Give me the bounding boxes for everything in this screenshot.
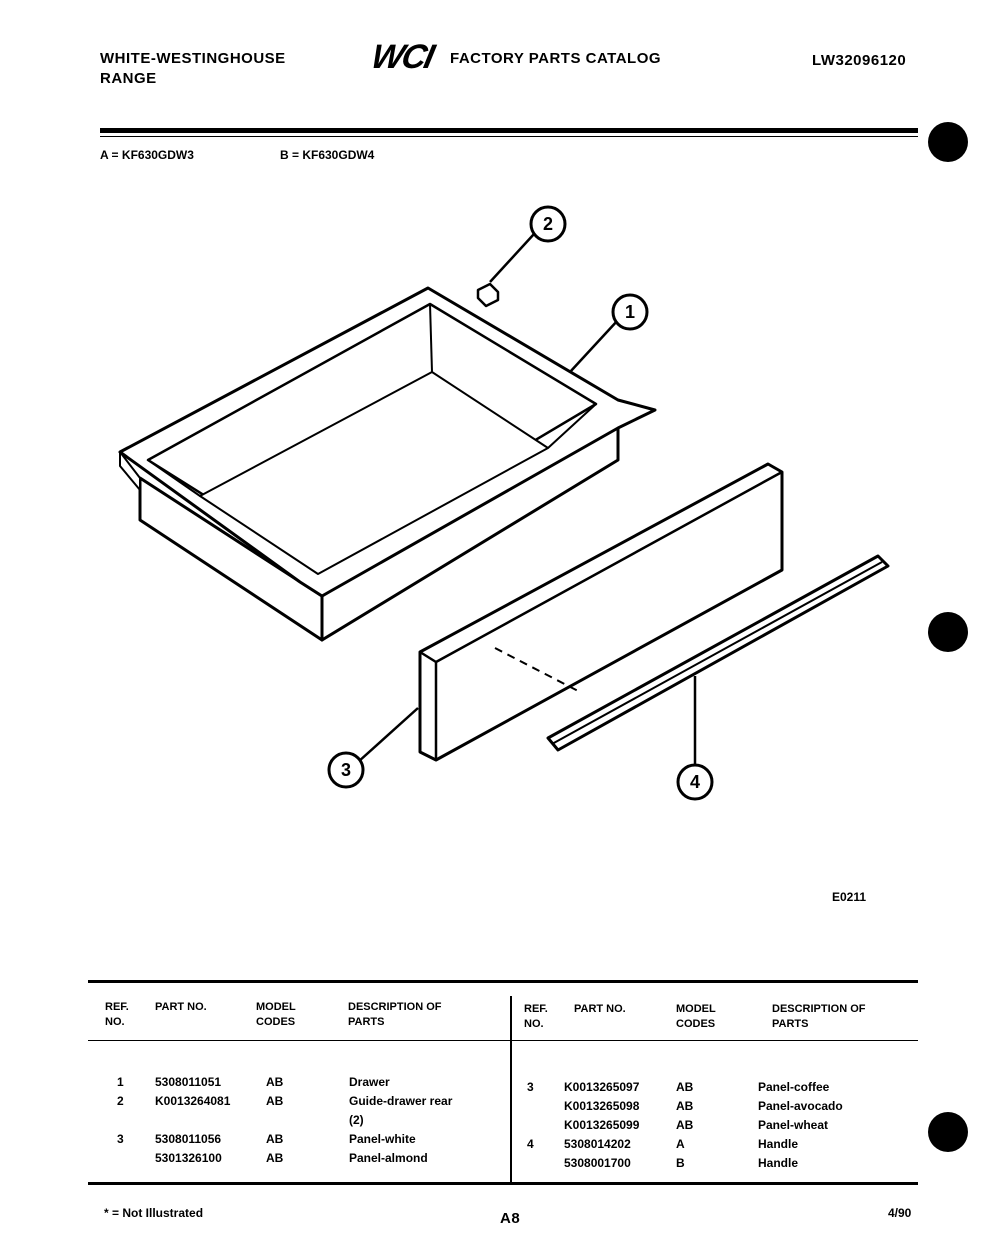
header-part-no-left: PART NO. (155, 1001, 207, 1013)
model-codes: AB (676, 1080, 694, 1094)
ref-no: 3 (117, 1132, 124, 1146)
part-no: K0013265099 (564, 1118, 640, 1132)
callout-3: 3 (340, 760, 352, 780)
description: Panel-avocado (758, 1099, 843, 1113)
part-no: 5308014202 (564, 1137, 631, 1151)
header-model-codes-right: MODEL CODES (676, 1003, 716, 1030)
part-no: 5301326100 (155, 1151, 222, 1165)
description: Panel-coffee (758, 1080, 830, 1094)
description: (2) (349, 1113, 364, 1127)
parts-list-left (100, 1073, 505, 1168)
header-model-codes-left: MODEL CODES (256, 1001, 296, 1028)
description: Panel-almond (349, 1151, 428, 1165)
model-codes: AB (266, 1075, 284, 1089)
callout-2: 2 (542, 214, 554, 234)
part-no: K0013265098 (564, 1099, 640, 1113)
header-description-left: DESCRIPTION OF PARTS (348, 1001, 442, 1028)
figure-code: E0211 (832, 890, 867, 904)
description: Handle (758, 1156, 799, 1170)
ref-no: 2 (117, 1094, 124, 1108)
model-codes: AB (266, 1132, 284, 1146)
brand-name: WHITE-WESTINGHOUSE (100, 50, 286, 67)
model-codes: A (676, 1137, 685, 1151)
table-row (100, 1092, 505, 1111)
rear-guide-part (478, 284, 498, 306)
model-codes: AB (676, 1099, 694, 1113)
header-part-no-right: PART NO. (574, 1003, 626, 1015)
ref-no: 3 (527, 1080, 534, 1094)
part-no: K0013265097 (564, 1080, 640, 1094)
table-center-divider (510, 996, 512, 1182)
header-description-right: DESCRIPTION OF PARTS (772, 1003, 866, 1030)
table-row (520, 1154, 920, 1173)
revision-date: 4/90 (888, 1206, 912, 1220)
table-row (520, 1135, 920, 1154)
description: Handle (758, 1137, 799, 1151)
description: Panel-wheat (758, 1118, 829, 1132)
part-no: 5308011051 (155, 1075, 222, 1089)
not-illustrated-note: * = Not Illustrated (104, 1206, 204, 1220)
part-no: 5308011056 (155, 1132, 222, 1146)
parts-list-right (520, 1078, 920, 1173)
table-row (520, 1116, 920, 1135)
header-ref-no-right: REF. NO. (524, 1003, 548, 1030)
table-row (100, 1149, 505, 1168)
model-codes: AB (266, 1151, 284, 1165)
page-number: A8 (500, 1210, 521, 1227)
table-row (100, 1130, 505, 1149)
model-codes: AB (266, 1094, 284, 1108)
part-no: K0013264081 (155, 1094, 231, 1108)
model-b: B = KF630GDW4 (280, 148, 375, 162)
table-row (100, 1111, 505, 1130)
table-row (100, 1073, 505, 1092)
catalog-number: LW32096120 (812, 52, 907, 69)
table-row (520, 1078, 920, 1097)
table-header-rule (88, 1040, 918, 1041)
callout-1: 1 (624, 302, 636, 322)
model-codes: AB (676, 1118, 694, 1132)
header-ref-no-left: REF. NO. (105, 1001, 129, 1028)
callout-4: 4 (689, 772, 701, 792)
description: Panel-white (349, 1132, 416, 1146)
catalog-title: FACTORY PARTS CATALOG (450, 50, 662, 67)
table-top-rule (88, 980, 918, 983)
model-a: A = KF630GDW3 (100, 148, 194, 162)
product-type: RANGE (100, 70, 157, 87)
description: Drawer (349, 1075, 390, 1089)
part-no: 5308001700 (564, 1156, 631, 1170)
punch-hole-bottom (928, 1112, 968, 1152)
table-bottom-rule (88, 1182, 918, 1185)
model-codes: B (676, 1156, 685, 1170)
ref-no: 4 (527, 1137, 534, 1151)
table-row (520, 1097, 920, 1116)
wci-logo: WCI (367, 38, 437, 76)
description: Guide-drawer rear (349, 1094, 453, 1108)
ref-no: 1 (117, 1075, 124, 1089)
